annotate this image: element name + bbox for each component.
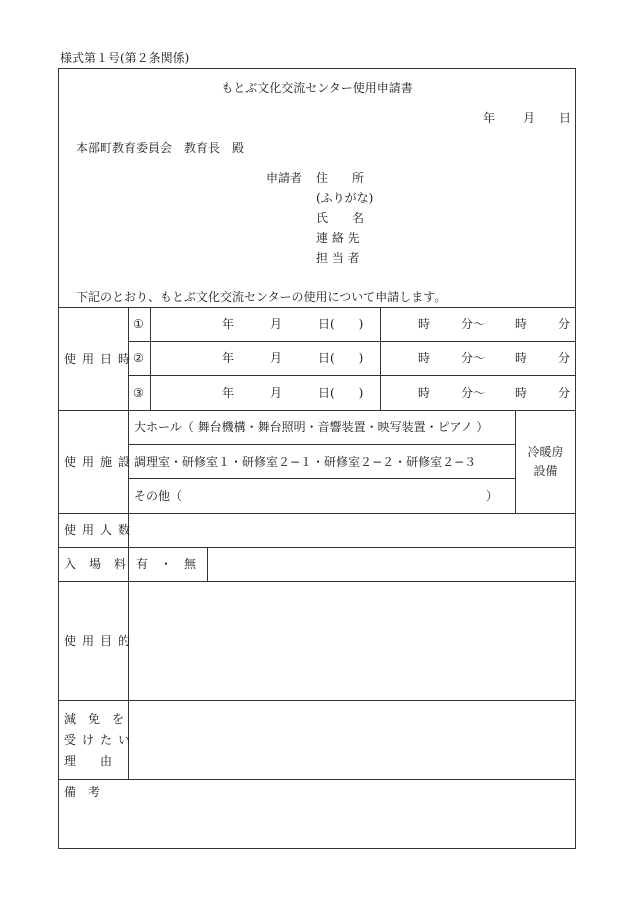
row-year: 年: [222, 386, 235, 400]
row-minute-end: 分: [558, 317, 571, 331]
row-minute-end: 分: [558, 386, 571, 400]
reduction-label: 理 由: [64, 754, 113, 768]
row-number: ③: [133, 386, 144, 400]
facility-label: 使用施設: [64, 455, 137, 469]
date-month: 月: [523, 111, 536, 125]
form-number: 様式第１号(第２条関係): [60, 51, 190, 65]
divider: [128, 375, 576, 376]
divider: [58, 779, 576, 780]
usage-datetime-label: 使用日時: [64, 352, 137, 366]
row-hour-end: 時: [515, 351, 528, 365]
row-hour-end: 時: [515, 317, 528, 331]
facility-hall-options: 大ホール（ 舞台機構・舞台照明・音響装置・映写装置・ピアノ ）: [134, 420, 489, 434]
divider: [380, 307, 381, 410]
applicant-contact-label: 連 絡 先: [316, 231, 360, 245]
purpose-label: 使用目的: [64, 634, 137, 648]
applicant-address-label: 住 所: [316, 171, 365, 185]
entry-fee-label: 入場料: [64, 557, 140, 571]
applicant-name-label: 氏 名: [316, 211, 365, 225]
divider: [58, 700, 576, 701]
row-number: ①: [133, 317, 144, 331]
applicant-label: 申請者: [266, 171, 303, 185]
reduction-label: 減 免 を: [64, 712, 125, 726]
row-minute-start: 分〜: [461, 351, 486, 365]
row-hour-start: 時: [418, 386, 431, 400]
addressee: 本部町教育委員会 教育長 殿: [76, 141, 245, 155]
row-year: 年: [222, 317, 235, 331]
row-day: 日( ): [318, 317, 364, 331]
row-minute-start: 分〜: [461, 386, 486, 400]
divider: [207, 547, 208, 581]
row-hour-start: 時: [418, 351, 431, 365]
row-month: 月: [270, 351, 283, 365]
date-day: 日: [559, 111, 572, 125]
divider: [58, 581, 576, 582]
facility-other-prefix: その他（: [134, 489, 183, 503]
intro-text: 下記のとおり、もとぶ文化交流センターの使用について申請します。: [76, 290, 447, 304]
row-minute-start: 分〜: [461, 317, 486, 331]
divider: [128, 444, 515, 445]
date-year: 年: [483, 111, 496, 125]
divider: [128, 307, 129, 779]
divider: [515, 410, 516, 513]
row-day: 日( ): [318, 351, 364, 365]
row-month: 月: [270, 317, 283, 331]
facility-room-options: 調理室・研修室１・研修室２−１・研修室２−２・研修室２−３: [134, 455, 477, 469]
divider: [58, 547, 576, 548]
remarks-label: 備 考: [64, 785, 101, 799]
divider: [128, 478, 515, 479]
facility-other-suffix: ）: [486, 489, 499, 503]
row-minute-end: 分: [558, 351, 571, 365]
applicant-furigana-label: (ふりがな): [316, 191, 374, 205]
entry-fee-options: 有 ・ 無: [136, 557, 197, 571]
divider: [128, 341, 576, 342]
row-number: ②: [133, 351, 144, 365]
applicant-person-label: 担 当 者: [316, 251, 360, 265]
row-hour-end: 時: [515, 386, 528, 400]
ac-equipment-label: 冷暖房: [527, 445, 564, 459]
divider: [150, 307, 151, 410]
row-hour-start: 時: [418, 317, 431, 331]
divider: [58, 410, 576, 411]
form-title: もとぶ文化交流センター使用申請書: [221, 81, 413, 95]
ac-equipment-label: 設備: [533, 464, 558, 478]
people-count-label: 使用人数: [64, 523, 137, 537]
reduction-label: 受けたい: [64, 733, 137, 747]
divider: [58, 513, 576, 514]
row-day: 日( ): [318, 386, 364, 400]
row-year: 年: [222, 351, 235, 365]
row-month: 月: [270, 386, 283, 400]
divider: [58, 307, 576, 308]
